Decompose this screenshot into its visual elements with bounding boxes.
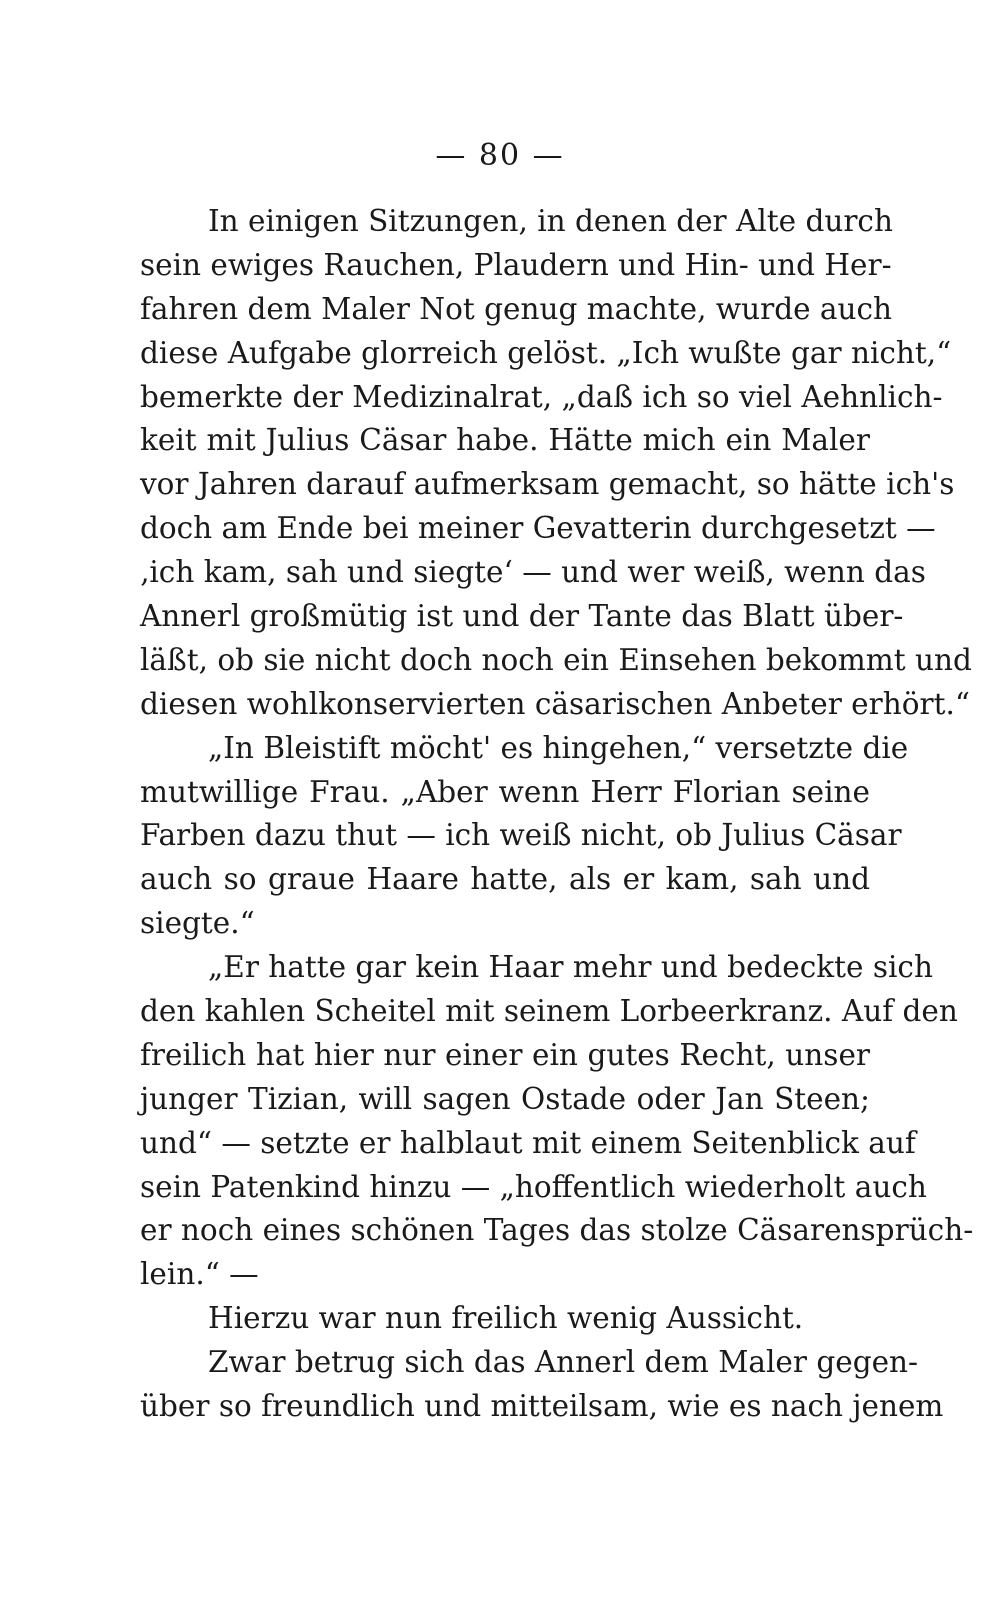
text-line: diese Aufgabe glorreich gelöst. „Ich wußte gar nicht,“ (140, 335, 952, 370)
text-line: sein Patenkind hinzu — „hoffentlich wiederholt auch (140, 1169, 927, 1204)
text-line: junger Tizian, will sagen Ostade oder Jan Steen; (140, 1081, 870, 1116)
text-line: „Er hatte gar kein Haar mehr und bedeckte sich (208, 950, 933, 985)
text-line: Farben dazu thut — ich weiß nicht, ob Julius Cäsar (140, 818, 902, 853)
text-line: den kahlen Scheitel mit seinem Lorbeerkranz. Auf den (140, 994, 958, 1029)
text-line: er noch eines schönen Tages das stolze Cäsarensprüch- (140, 1213, 974, 1248)
body-text (140, 200, 974, 1429)
page-number: — 80 — (435, 138, 565, 173)
text-line: auch so graue Haare hatte, als er kam, sah und (140, 862, 870, 897)
text-line: fahren dem Maler Not genug machte, wurde auch (140, 291, 893, 326)
text-line: und“ — setzte er halblaut mit einem Seitenblick auf (140, 1125, 916, 1160)
text-line: bemerkte der Medizinalrat, „daß ich so viel Aehnlich- (140, 379, 943, 414)
text-line: vor Jahren darauf aufmerksam gemacht, so hätte ich's (140, 467, 955, 502)
text-line: freilich hat hier nur einer ein gutes Recht, unser (140, 1037, 870, 1072)
text-line: lein.“ — (140, 1257, 259, 1292)
text-line: In einigen Sitzungen, in denen der Alte durch (208, 204, 893, 238)
text-line: mutwillige Frau. „Aber wenn Herr Florian seine (140, 774, 870, 809)
text-line: ‚ich kam, sah und siegte‘ — und wer weiß, wenn das (140, 555, 926, 590)
text-line: keit mit Julius Cäsar habe. Hätte mich ein Maler (140, 423, 870, 458)
text-line: Hierzu war nun freilich wenig Aussicht. (208, 1301, 804, 1336)
text-line: sein ewiges Rauchen, Plaudern und Hin- und Her- (140, 247, 892, 282)
text-line: läßt, ob sie nicht doch noch ein Einsehen bekommt und (140, 642, 972, 677)
text-line: doch am Ende bei meiner Gevatterin durchgesetzt — (140, 511, 936, 546)
text-line: Zwar betrug sich das Annerl dem Maler gegen- (208, 1345, 919, 1380)
text-line: „In Bleistift möcht' es hingehen,“ versetzte die (208, 730, 909, 765)
text-line: diesen wohlkonservierten cäsarischen Anbeter erhört.“ (140, 686, 970, 721)
text-line: über so freundlich und mitteilsam, wie es nach jenem (140, 1389, 944, 1424)
text-line: siegte.“ (140, 906, 255, 941)
text-line: Annerl großmütig ist und der Tante das Blatt über- (140, 599, 904, 634)
